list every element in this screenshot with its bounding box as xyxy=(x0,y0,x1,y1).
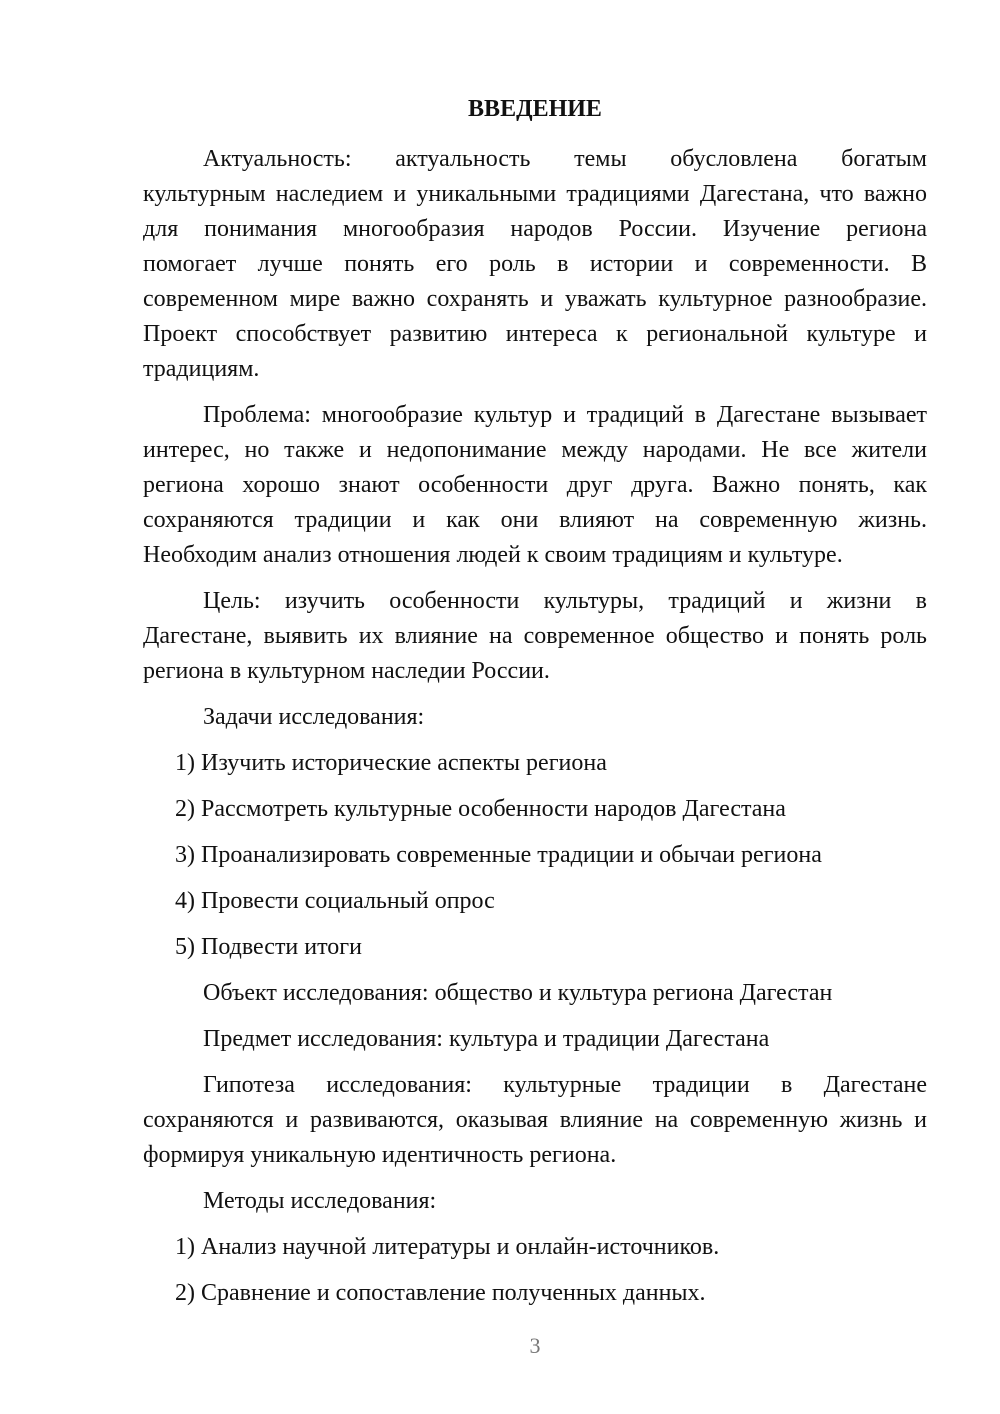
method-item xyxy=(143,1276,927,1311)
task-item xyxy=(143,884,927,919)
text-line: региона хорошо знают особенности друг друга. Важно понять, как xyxy=(143,472,927,498)
text-line: 4) Провести социальный опрос xyxy=(175,888,495,914)
text-line: Дагестане, выявить их влияние на современное общество и понять роль xyxy=(143,623,927,649)
text-line: Предмет исследования: культура и традиции Дагестана xyxy=(203,1026,770,1052)
text-line: Проект способствует развитию интереса к региональной культуре и xyxy=(143,321,927,347)
page-number: 3 xyxy=(529,1333,541,1358)
text-line: 1) Изучить исторические аспекты региона xyxy=(175,750,607,776)
text-line: традициям. xyxy=(143,356,260,382)
text-line: интерес, но также и недопонимание между народами. Не все жители xyxy=(143,437,927,463)
method-item xyxy=(143,1230,927,1265)
task-item xyxy=(143,930,927,965)
tasks-heading xyxy=(143,700,927,735)
text-line: 1) Анализ научной литературы и онлайн-источников. xyxy=(175,1234,720,1260)
task-item xyxy=(143,746,927,781)
document-body xyxy=(143,142,927,1311)
problem-paragraph xyxy=(143,398,927,573)
text-line: Актуальность: актуальность темы обусловлена богатым xyxy=(203,146,927,172)
text-line: помогает лучше понять его роль в истории и современности. В xyxy=(143,251,927,277)
text-line: сохраняются традиции и как они влияют на современную жизнь. xyxy=(143,507,927,533)
text-line: Гипотеза исследования: культурные традиции в Дагестане xyxy=(203,1072,927,1098)
text-line: формируя уникальную идентичность региона. xyxy=(143,1142,617,1168)
text-line: 2) Рассмотреть культурные особенности народов Дагестана xyxy=(175,796,786,822)
text-line: региона в культурном наследии России. xyxy=(143,658,550,684)
task-item xyxy=(143,838,927,873)
text-line: для понимания многообразия народов России. Изучение региона xyxy=(143,216,927,242)
text-line: современном мире важно сохранять и уважать культурное разнообразие. xyxy=(143,286,927,312)
hypothesis-paragraph xyxy=(143,1068,927,1173)
text-line: Проблема: многообразие культур и традиций в Дагестане вызывает xyxy=(203,402,927,428)
text-line: сохраняются и развиваются, оказывая влияние на современную жизнь и xyxy=(143,1107,927,1133)
subject-paragraph xyxy=(143,1022,927,1057)
text-line: 3) Проанализировать современные традиции и обычаи региона xyxy=(175,842,822,868)
text-line: Цель: изучить особенности культуры, традиций и жизни в xyxy=(203,588,927,614)
relevance-paragraph xyxy=(143,142,927,387)
text-line: Необходим анализ отношения людей к своим традициям и культуре. xyxy=(143,542,843,568)
text-line: Задачи исследования: xyxy=(203,704,425,730)
goal-paragraph xyxy=(143,584,927,689)
task-item xyxy=(143,792,927,827)
text-line: 2) Сравнение и сопоставление полученных данных. xyxy=(175,1280,706,1306)
document-page xyxy=(143,92,927,1311)
text-line: Методы исследования: xyxy=(203,1188,437,1214)
object-paragraph xyxy=(143,976,927,1011)
text-line: 5) Подвести итоги xyxy=(175,934,362,960)
text-line: Объект исследования: общество и культура региона Дагестан xyxy=(203,980,833,1006)
methods-heading xyxy=(143,1184,927,1219)
text-line: культурным наследием и уникальными традициями Дагестана, что важно xyxy=(143,181,927,207)
section-title: ВВЕДЕНИЕ xyxy=(468,96,602,122)
